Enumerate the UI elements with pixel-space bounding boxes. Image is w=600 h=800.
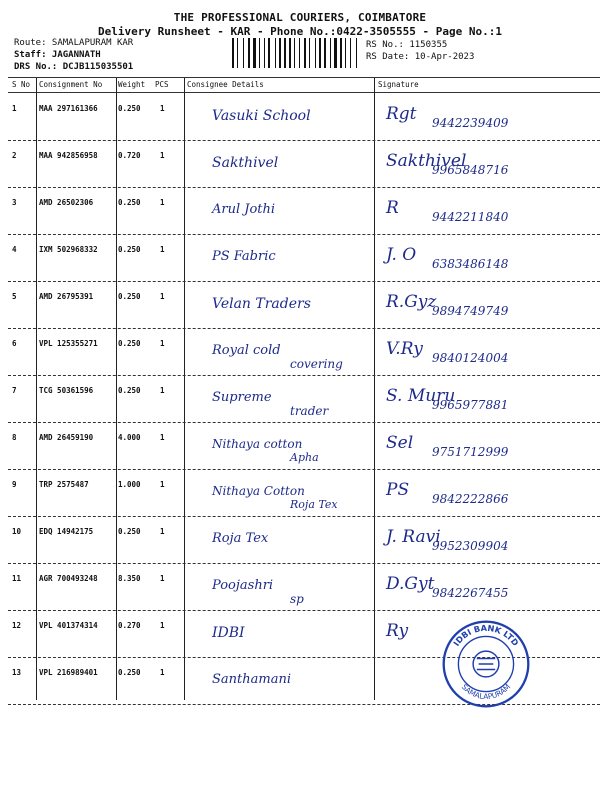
pieces-count: 1 bbox=[160, 480, 165, 489]
pieces-count: 1 bbox=[160, 292, 165, 301]
serial-number: 12 bbox=[12, 621, 22, 630]
signature-phone: 9965977881 bbox=[432, 398, 509, 412]
row-separator bbox=[8, 516, 600, 517]
column-divider bbox=[374, 78, 375, 700]
column-divider bbox=[36, 78, 37, 700]
consignment-number: TCG 50361596 bbox=[39, 386, 94, 395]
signature-phone: 9894749749 bbox=[432, 304, 509, 318]
column-divider bbox=[116, 78, 117, 700]
consignment-number: MAA 942856958 bbox=[39, 151, 98, 160]
consignment-number: AGR 700493248 bbox=[39, 574, 98, 583]
consignment-number: TRP 2575487 bbox=[39, 480, 89, 489]
consignment-number: IXM 502968332 bbox=[39, 245, 98, 254]
consignee-handwritten-line2: covering bbox=[290, 357, 343, 371]
row-separator bbox=[8, 563, 600, 564]
route-label: Route: SAMALAPURAM KAR bbox=[14, 38, 134, 48]
serial-number: 2 bbox=[12, 151, 17, 160]
staff-label: Staff: JAGANNATH bbox=[14, 50, 101, 60]
serial-number: 3 bbox=[12, 198, 17, 207]
pieces-count: 1 bbox=[160, 151, 165, 160]
signature-scribble: Rgt bbox=[386, 104, 417, 124]
col-sno: S No bbox=[12, 80, 31, 89]
signature-scribble: R.Gyz bbox=[386, 292, 437, 312]
weight-value: 0.250 bbox=[118, 527, 141, 536]
rs-number: RS No.: 1150355 bbox=[366, 40, 448, 50]
consignment-number: MAA 297161366 bbox=[39, 104, 98, 113]
runsheet-subtitle: Delivery Runsheet - KAR - Phone No.:0422-3505555 - Page No.:1 bbox=[98, 25, 502, 38]
weight-value: 0.250 bbox=[118, 292, 141, 301]
weight-value: 0.720 bbox=[118, 151, 141, 160]
consignee-handwritten: Sakthivel bbox=[212, 155, 279, 171]
signature-phone: 9952309904 bbox=[432, 539, 509, 553]
company-title: THE PROFESSIONAL COURIERS, COIMBATORE bbox=[173, 11, 427, 24]
table-top-border bbox=[8, 77, 600, 78]
consignment-number: AMD 26459190 bbox=[39, 433, 94, 442]
serial-number: 6 bbox=[12, 339, 17, 348]
consignee-handwritten: Poojashri bbox=[212, 578, 274, 593]
weight-value: 0.270 bbox=[118, 621, 141, 630]
consignee-handwritten: Velan Traders bbox=[212, 296, 311, 312]
consignee-handwritten: Supreme bbox=[212, 390, 272, 405]
signature-phone: 9751712999 bbox=[432, 445, 509, 459]
serial-number: 10 bbox=[12, 527, 22, 536]
pieces-count: 1 bbox=[160, 668, 165, 677]
weight-value: 0.250 bbox=[118, 245, 141, 254]
col-consignee: Consignee Details bbox=[187, 80, 264, 89]
signature-scribble: Sakthivel bbox=[386, 151, 467, 171]
consignment-number: AMD 26795391 bbox=[39, 292, 94, 301]
consignee-handwritten: PS Fabric bbox=[212, 249, 276, 264]
signature-phone: 9442211840 bbox=[432, 210, 509, 224]
consignment-number: AMD 26502306 bbox=[39, 198, 94, 207]
signature-scribble: PS bbox=[386, 480, 410, 500]
weight-value: 0.250 bbox=[118, 339, 141, 348]
signature-phone: 9442239409 bbox=[432, 116, 509, 130]
weight-value: 0.250 bbox=[118, 386, 141, 395]
weight-value: 4.000 bbox=[118, 433, 141, 442]
consignee-handwritten-line2: Roja Tex bbox=[290, 498, 338, 511]
rs-date: RS Date: 10-Apr-2023 bbox=[366, 52, 475, 62]
consignee-handwritten: Santhamani bbox=[212, 672, 291, 687]
signature-scribble: D.Gyt bbox=[386, 574, 435, 594]
row-separator bbox=[8, 187, 600, 188]
pieces-count: 1 bbox=[160, 527, 165, 536]
consignee-handwritten-line2: sp bbox=[290, 592, 304, 606]
row-separator bbox=[8, 375, 600, 376]
consignee-handwritten: Vasuki School bbox=[212, 108, 311, 124]
row-separator bbox=[8, 422, 600, 423]
serial-number: 1 bbox=[12, 104, 17, 113]
signature-scribble: V.Ry bbox=[386, 339, 423, 359]
pieces-count: 1 bbox=[160, 621, 165, 630]
pieces-count: 1 bbox=[160, 574, 165, 583]
signature-phone: 9842222866 bbox=[432, 492, 509, 506]
signature-phone: 6383486148 bbox=[432, 257, 509, 271]
weight-value: 0.250 bbox=[118, 668, 141, 677]
signature-scribble: S. Muru bbox=[386, 386, 456, 406]
consignment-number: VPL 216989401 bbox=[39, 668, 98, 677]
col-pcs: PCS bbox=[155, 80, 169, 89]
pieces-count: 1 bbox=[160, 339, 165, 348]
consignment-number: VPL 401374314 bbox=[39, 621, 98, 630]
signature-scribble: R bbox=[386, 198, 399, 218]
consignee-handwritten: Roja Tex bbox=[212, 531, 269, 546]
signature-scribble: Sel bbox=[386, 433, 414, 453]
consignee-handwritten: IDBI bbox=[212, 625, 245, 641]
svg-text:IDBI BANK LTD bbox=[451, 623, 521, 648]
serial-number: 4 bbox=[12, 245, 17, 254]
stamp-top-text: IDBI BANK LTD bbox=[451, 622, 521, 648]
col-consignment: Consignment No bbox=[39, 80, 103, 89]
consignment-number: VPL 125355271 bbox=[39, 339, 98, 348]
serial-number: 7 bbox=[12, 386, 17, 395]
pieces-count: 1 bbox=[160, 104, 165, 113]
row-separator bbox=[8, 234, 600, 235]
barcode bbox=[232, 38, 360, 68]
pieces-count: 1 bbox=[160, 245, 165, 254]
signature-scribble: J. O bbox=[386, 245, 417, 265]
row-separator bbox=[8, 140, 600, 141]
weight-value: 8.350 bbox=[118, 574, 141, 583]
serial-number: 13 bbox=[12, 668, 22, 677]
signature-phone: 9840124004 bbox=[432, 351, 509, 365]
weight-value: 0.250 bbox=[118, 104, 141, 113]
signature-phone: 9965848716 bbox=[432, 163, 509, 177]
pieces-count: 1 bbox=[160, 198, 165, 207]
consignee-handwritten: Nithaya Cotton bbox=[212, 484, 305, 498]
serial-number: 8 bbox=[12, 433, 17, 442]
col-signature: Signature bbox=[378, 80, 419, 89]
row-separator bbox=[8, 610, 600, 611]
serial-number: 5 bbox=[12, 292, 17, 301]
row-separator bbox=[8, 328, 600, 329]
consignee-handwritten-line2: Apha bbox=[290, 451, 319, 464]
consignee-handwritten: Arul Jothi bbox=[212, 202, 276, 217]
pieces-count: 1 bbox=[160, 386, 165, 395]
consignee-handwritten: Nithaya cotton bbox=[212, 437, 303, 451]
signature-phone: 9842267455 bbox=[432, 586, 509, 600]
serial-number: 11 bbox=[12, 574, 22, 583]
row-separator bbox=[8, 281, 600, 282]
bank-stamp bbox=[440, 618, 532, 710]
table-header-border bbox=[8, 92, 600, 93]
row-separator bbox=[8, 469, 600, 470]
column-divider bbox=[184, 78, 185, 700]
consignment-number: EDQ 14942175 bbox=[39, 527, 94, 536]
pieces-count: 1 bbox=[160, 433, 165, 442]
signature-scribble: J. Ravi bbox=[386, 527, 441, 547]
signature-scribble: Ry bbox=[386, 621, 409, 641]
consignee-handwritten-line2: trader bbox=[290, 404, 329, 418]
weight-value: 1.000 bbox=[118, 480, 141, 489]
weight-value: 0.250 bbox=[118, 198, 141, 207]
consignee-handwritten: Royal cold bbox=[212, 343, 281, 358]
serial-number: 9 bbox=[12, 480, 17, 489]
drs-number: DRS No.: DCJB115035501 bbox=[14, 62, 134, 72]
col-weight: Weight bbox=[118, 80, 146, 89]
stamp-bottom-text: SAMALAPURAM bbox=[459, 682, 513, 701]
